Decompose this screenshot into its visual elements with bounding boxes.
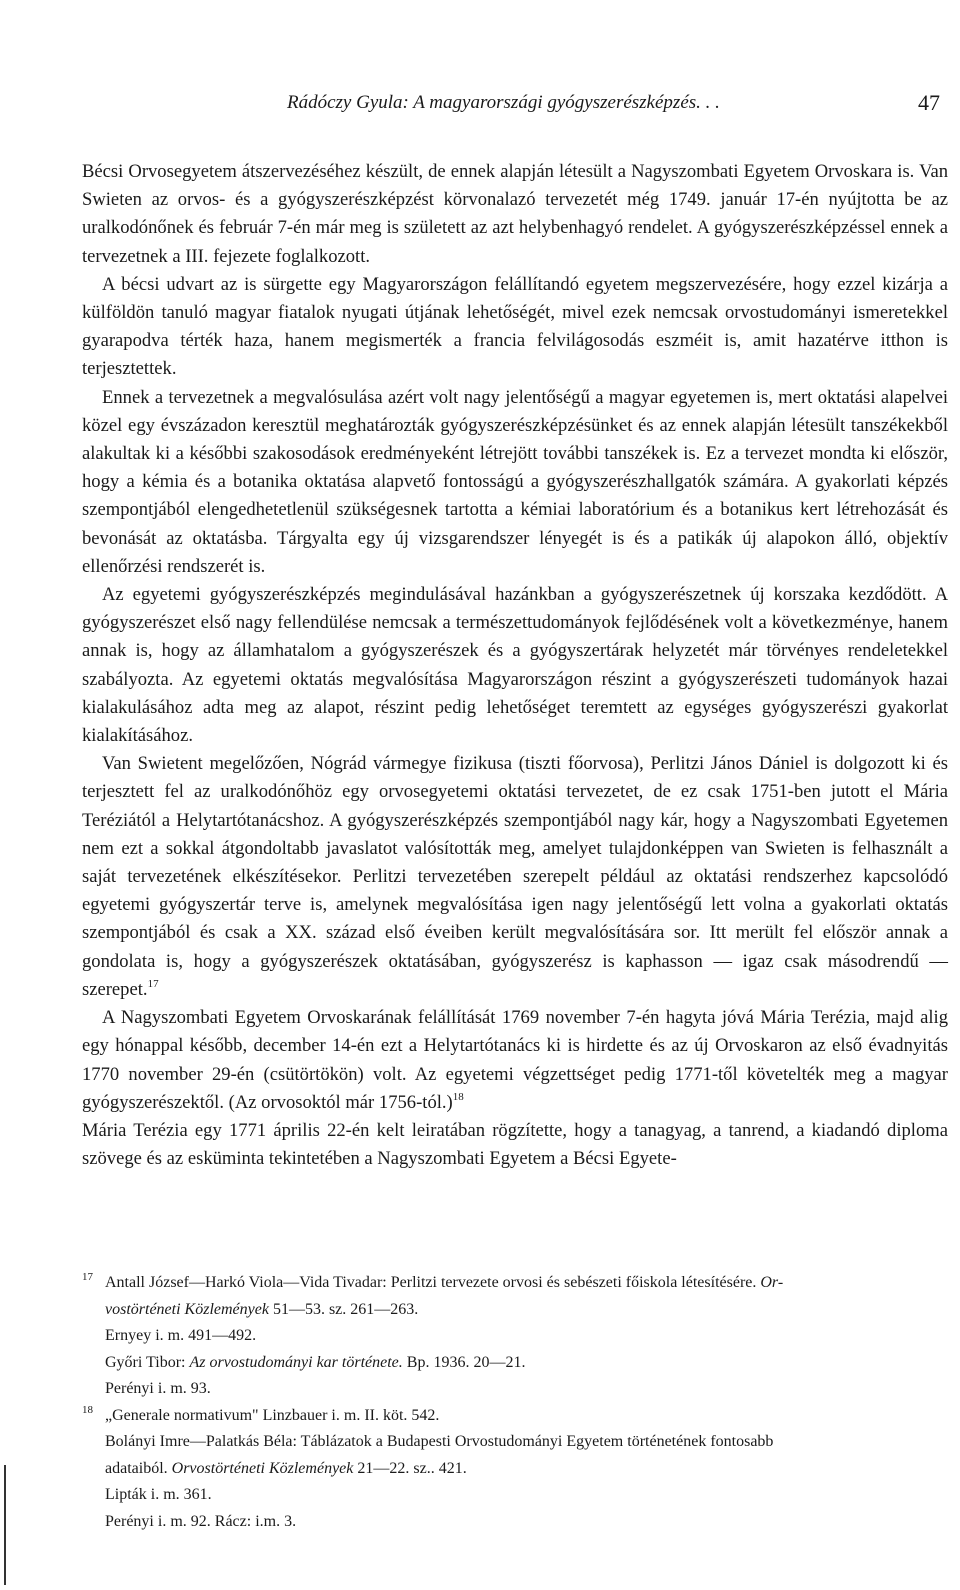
footnote-17-line-4: [82, 1350, 948, 1377]
footnote-18-line-3: [82, 1456, 948, 1483]
footnote-18-line-5: Perényi i. m. 92. Rácz: i.m. 3.: [105, 1512, 297, 1530]
paragraph-5-text: Van Swietent megelőzően, Nógrád vármegye fizikusa (tiszti főorvosa), Perlitzi János Dániel is dolgozott ki és terjesztett fel az uralkodónőhöz egy orvosegyetemi oktatási tervezetet, de ez csak 1751-ben jutott el Mária Teréziától a Helytartótanácshoz. A gyógyszerészképzés szempontjából nagy kár, hogy a Nagyszombati Egyetemen nem ezt a sokkal átgondoltabb javaslatot valósították meg, amelyet tulajdonképpen van Swieten is felhasznált a saját tervezetének elkészítésekor. Perlitzi tervezetében szerepelt például az oktatási rendszerhez kapcsolódó egyetemi gyógyszertár terve is, amelynek megvalósítása igen nagy jelentőségű lett volna a gyakorlati oktatás szempontjából és csak a XX. század első éveiben került megvalósítására sor. Itt merült fel először annak a gondolata is, hogy a gyógyszerészek oktatásában, gyógyszerész is kaphasson — igaz csak másodrendű — szerepet.: [82, 753, 948, 1000]
footnotes: [82, 1270, 948, 1535]
scan-edge-mark: [4, 1465, 6, 1585]
page-number: 47: [918, 90, 940, 115]
running-title: Rádóczy Gyula: A magyarországi gyógyszerészképzés. . .: [287, 92, 720, 113]
paragraph-2: A bécsi udvart az is sürgette egy Magyarországon felállítandó egyetem megszervezésére, hogy ezzel kizárja a külföldön tanuló magyar fiatalok nyugati útjának lehetőségét, mivel ezek nemcsak orvostudományi ismeretekkel gyarapodva térték haza, hanem megismerték a francia felvilágosodás eszméit is, amit hazatérve itthon is terjesztettek.: [82, 273, 948, 380]
footnote-ref-17[interactable]: 17: [147, 977, 159, 990]
footnote-17-text-a: Antall József—Harkó Viola—Vida Tivadar: Perlitzi tervezete orvosi és sebészeti főiskola létesítésére.: [105, 1274, 761, 1291]
footnote-18-text-1: „Generale normativum" Linzbauer i. m. II. köt. 542.: [105, 1406, 440, 1424]
footnote-17-author: Győri Tibor:: [105, 1353, 190, 1371]
footnote-17-line-2: [82, 1297, 948, 1324]
footnote-17-book-info: Bp. 1936. 20—21.: [402, 1353, 526, 1371]
footnote-18-number: 18: [82, 1403, 93, 1416]
footnote-18-text-a: adataiból.: [105, 1459, 172, 1477]
footnote-18-line-4: Lipták i. m. 361.: [105, 1486, 212, 1503]
footnote-17-line-5: Perényi i. m. 93.: [105, 1380, 211, 1397]
footnote-17-issue: 51—53. sz. 261—263.: [268, 1300, 419, 1318]
page-header: [82, 92, 940, 122]
paragraph-1: Bécsi Orvosegyetem átszervezéséhez készült, de ennek alapján létesült a Nagyszombati Egyetem Orvoskara is. Van Swieten az orvos- és a gyógyszerészképzést körvonalazó tervezetét még 1749. január 17-én nyújtotta be az uralkodónőnek és február 7-én már meg is született az azt helybenhagyó rendelet. A gyógyszerészképzéssel ennek a tervezetnek a III. fejezete foglalkozott.: [82, 161, 948, 267]
footnote-ref-18[interactable]: 18: [452, 1090, 464, 1103]
footnote-17-line-3: Ernyey i. m. 491—492.: [105, 1327, 257, 1344]
paragraph-6-text: A Nagyszombati Egyetem Orvoskarának felállítását 1769 november 7-én hagyta jóvá Mária Terézia, majd alig egy hónappal később, december 14-én ezt a Helytartótanács ki is hirdette és az új Orvoskaron az első évadnyitás 1770 november 29-én (csütörtökön) volt. Az egyetemi végzettséget pedig 1771-től követelték meg a magyar gyógyszerészektől. (Az orvosoktól már 1756-tól.): [82, 1007, 948, 1113]
footnote-17-journal-a: Or-: [760, 1274, 784, 1291]
paragraph-7: Mária Terézia egy 1771 április 22-én kelt leiratában rögzítette, hogy a tanagyag, a tanrend, a kiadandó diploma szövege és az esküminta tekintetében a Nagyszombati Egyetem a Bécsi Egyete-: [82, 1119, 948, 1170]
footnote-18-issue: 21—22. sz.. 421.: [353, 1459, 467, 1477]
paragraph-6: [82, 1004, 948, 1117]
paragraph-5: [82, 750, 948, 1004]
footnote-17-book-title: Az orvostudományi kar története.: [189, 1353, 403, 1371]
paragraph-3: Ennek a tervezetnek a megvalósulása azért volt nagy jelentőségű a magyar egyetemen is, mert oktatási alapelvei közel egy évszázadon keresztül meghatározták gyógyszerészképzésünket és az ennek alapján létesült tanszékekből alakultak ki a későbbi szakosodások eredményeként létrejött további tanszékek is. Ez a tervezet mondta ki először, hogy a kémia és a botanika oktatása alapvető fontosságú a gyógyszerészhallgatók számára. A gyakorlati képzés szempontjából elengedhetetlenül szükségesnek tartotta a kémiai laboratórium és a botanikus kert létrehozását és bevonását az oktatásba. Tárgyalta egy új vizsgarendszer lényegét is és a patikák új alapokon álló, objektív ellenőrzési rendszerét is.: [82, 386, 948, 577]
body-text: [82, 158, 948, 1173]
footnote-17-line-1: [82, 1270, 948, 1297]
footnote-18-line-2: Bolányi Imre—Palatkás Béla: Táblázatok a Budapesti Orvostudományi Egyetem történetének fontosabb: [105, 1433, 774, 1450]
footnote-17-journal-b: vostörténeti Közlemények: [105, 1300, 269, 1318]
footnote-17-number: 17: [82, 1271, 93, 1283]
paragraph-4: Az egyetemi gyógyszerészképzés megindulásával hazánkban a gyógyszerészetnek új korszaka kezdődött. A gyógyszerészet első nagy fellendülése nemcsak a természettudományok fejlődésének volt a következménye, hanem annak is, hogy az államhatalom a gyógyszerészek és a gyógyszertárak helyzetét már törvényes rendeletekkel szabályozta. Az egyetemi oktatás megvalósítása Magyarországon részint a gyógyszerészeti tudományok hazai kialakulásához adta meg az alapot, részint pedig lehetőséget teremtett az egységes gyógyszerészi gyakorlat kialakításához.: [82, 584, 948, 747]
footnote-18-line-1: [82, 1403, 948, 1430]
footnote-18-journal: Orvostörténeti Közlemények: [171, 1459, 354, 1477]
